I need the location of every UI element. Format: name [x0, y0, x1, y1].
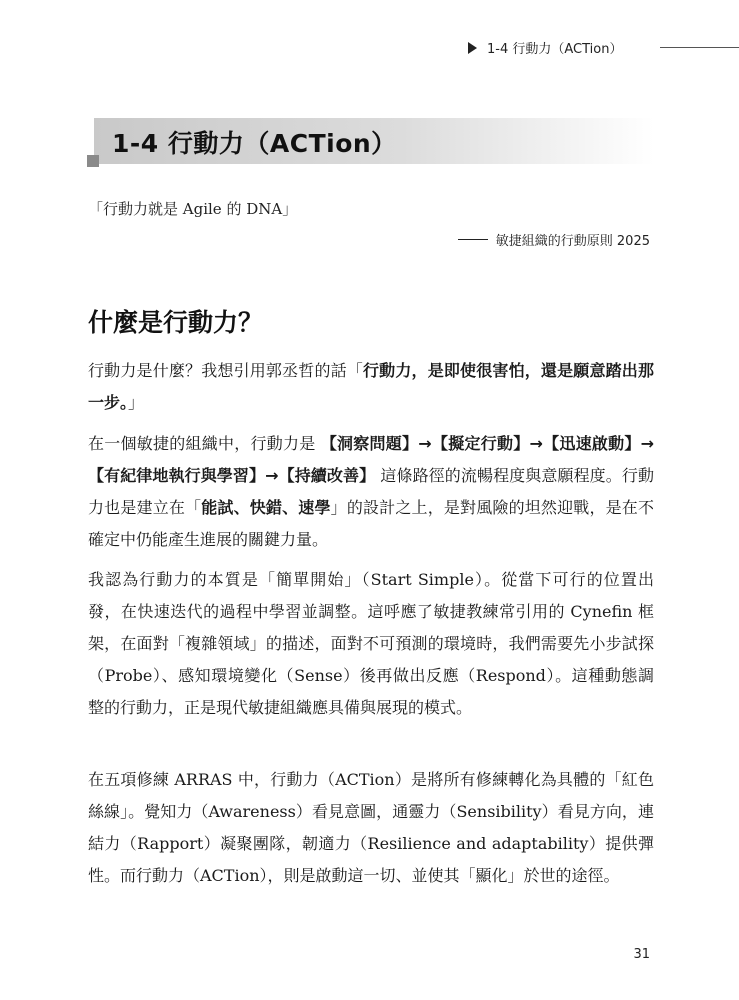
paragraph-3: 我認為行動力的本質是「簡單開始」（Start Simple）。從當下可行的位置出發，在快速迭代的過程中學習並調整。這呼應了敏捷教練常引用的 Cynefin 框架，在面對「複雜領域」的描述，面對不可預測的環境時，我們需要先小步試探（Probe）、感知環境變化（Sense）後再做出反應（Respond）。這種動態調整的行動力，正是現代敏捷組織應具備與展現的模式。 [88, 570, 654, 717]
paragraph-2-text-e: 」的設計之上，是對風險的坦然迎戰，是在不確定中仍能產生進展的關鍵力量。 [88, 498, 654, 549]
paragraph-1 [88, 355, 654, 419]
section-title: 1-4 行動力（ACTion） [112, 129, 397, 158]
paragraph-2-emphasis: 能試、快錯、速學 [201, 498, 331, 517]
running-header-text: 1-4 行動力（ACTion） [487, 42, 623, 57]
subheading: 什麼是行動力？ [88, 308, 264, 337]
running-header [468, 38, 622, 57]
page-number: 31 [633, 947, 650, 962]
attribution-text: 敏捷組織的行動原則 2025 [495, 234, 650, 249]
paragraph-4: 在五項修練 ARRAS 中，行動力（ACTion）是將所有修練轉化為具體的「紅色絲線」。覺知力（Awareness）看見意圖，通靈力（Sensibility）看見方向，連結力（Rapport）凝聚團隊，韌適力（Resilience and adaptability）提供彈性。而行動力（ACTion），則是啟動這一切、並使其「顯化」於世的途徑。 [88, 770, 654, 885]
paragraph-1-text: 行動力是什麼？我想引用郭丞哲的話「 [88, 361, 363, 380]
header-rule [660, 47, 739, 48]
paragraph-2-path: 【洞察問題】→【擬定行動】→【迅速啟動】→【有紀律地執行與學習】→【持續改善】 [88, 434, 654, 485]
paragraph-2-text-a: 在一個敏捷的組織中，行動力是 [88, 434, 321, 453]
attribution-dash [458, 239, 488, 240]
paragraph-2 [88, 428, 654, 556]
paragraph-1-emphasis: 行動力，是即使很害怕，還是願意踏出那一步。 [88, 361, 654, 412]
section-square-marker [87, 155, 99, 167]
triangle-bullet-icon [468, 42, 477, 54]
epigraph-attribution [458, 230, 650, 249]
epigraph-quote: 「行動力就是 Agile 的 DNA」 [88, 200, 298, 218]
paragraph-2-text-c: 這條路徑的流暢程度與意願程度。行動力也是建立在「 [88, 466, 654, 517]
paragraph-1-close: 」 [128, 393, 145, 412]
